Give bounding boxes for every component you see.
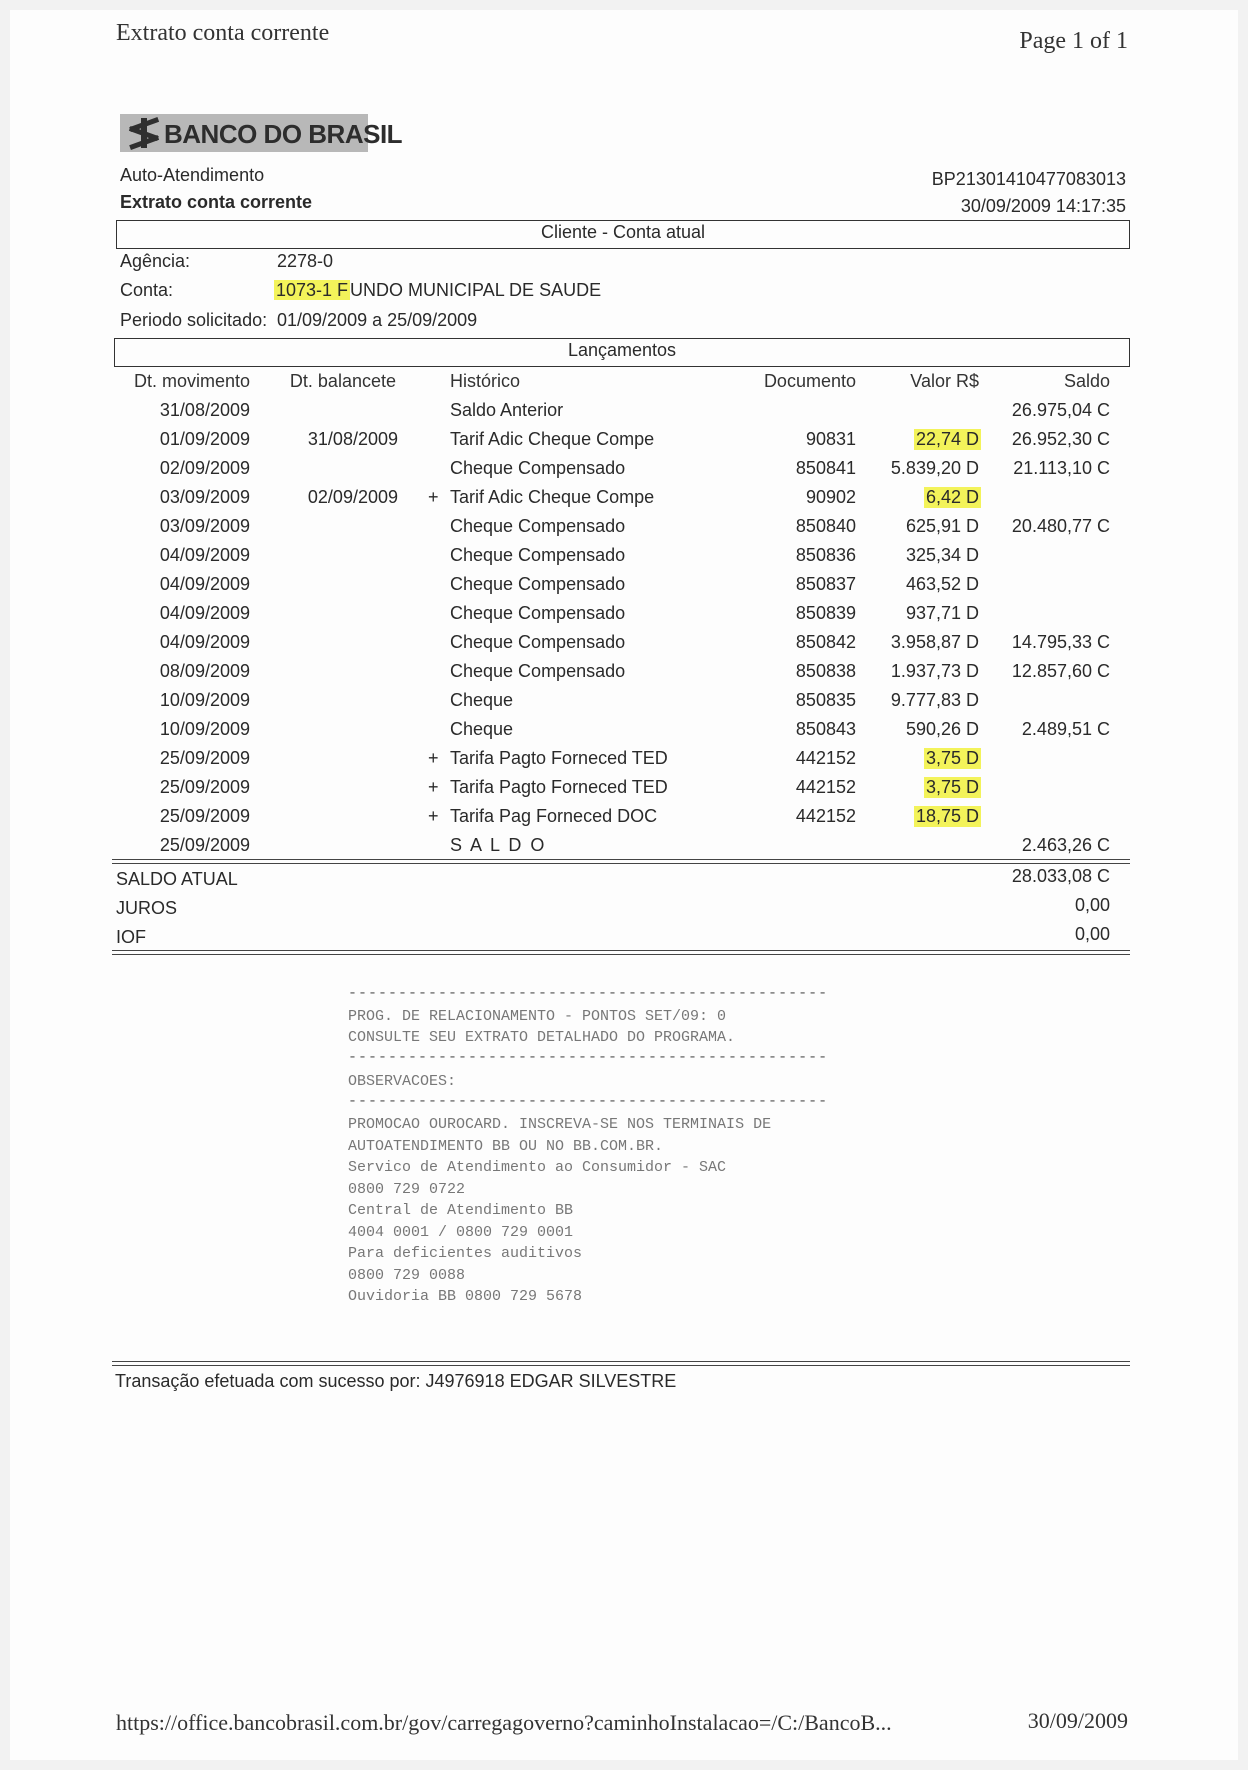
juros-value: 0,00: [1074, 895, 1110, 915]
lancamentos-box: [114, 338, 1130, 367]
cell-valor: 463,52 D: [905, 574, 979, 594]
cell-valor: 325,34 D: [905, 545, 979, 565]
cell-documento: 90831: [805, 429, 856, 449]
dash-rule: ------------------------------------------------: [348, 985, 829, 1002]
table-row: [0, 748, 1248, 777]
doc-title: Extrato conta corrente: [116, 20, 330, 46]
cell-documento: 850839: [795, 603, 856, 623]
cell-documento: 442152: [795, 777, 856, 797]
document-datetime: 30/09/2009 14:17:35: [960, 196, 1126, 216]
source-url: https://office.bancobrasil.com.br/gov/carregagoverno?caminhoInstalacao=/C:/BancoB...: [116, 1710, 892, 1735]
cell-valor: 937,71 D: [905, 603, 979, 623]
cell-dt-balancete: 31/08/2009: [307, 429, 398, 449]
col-valor: Valor R$: [910, 371, 979, 391]
cell-valor: 6,42 D: [925, 487, 979, 507]
cell-dt-movimento: 25/09/2009: [159, 806, 250, 826]
cell-dt-movimento: 04/09/2009: [159, 574, 250, 594]
col-saldo: Saldo: [1063, 371, 1110, 391]
cell-valor: 590,26 D: [905, 719, 979, 739]
conta-value: [274, 280, 601, 301]
cell-documento: 90902: [805, 487, 856, 507]
table-row: [0, 487, 1248, 516]
cell-dt-movimento: 02/09/2009: [159, 458, 250, 478]
cell-valor: 1.937,73 D: [890, 661, 979, 681]
cell-historico: Tarifa Pag Forneced DOC: [450, 806, 658, 826]
observacao-line: PROMOCAO OUROCARD. INSCREVA-SE NOS TERMINAIS DE: [348, 1116, 772, 1133]
cell-plus-marker: +: [428, 777, 439, 797]
observacao-line: 4004 0001 / 0800 729 0001: [348, 1223, 574, 1241]
cell-dt-movimento: 25/09/2009: [159, 835, 250, 855]
cell-dt-movimento: 01/09/2009: [159, 429, 250, 449]
cell-valor: 3.958,87 D: [890, 632, 979, 652]
table-header: [0, 371, 1248, 400]
conta-label: Conta:: [120, 280, 174, 300]
cell-historico: S A L D O: [450, 835, 547, 855]
cell-historico: Cheque Compensado: [450, 574, 626, 594]
cell-valor: 22,74 D: [915, 429, 979, 449]
saldo-atual-label: SALDO ATUAL: [116, 869, 238, 889]
cell-valor: 18,75 D: [915, 806, 979, 826]
cell-historico: Cheque Compensado: [450, 458, 626, 478]
observacao-line: Central de Atendimento BB: [348, 1202, 574, 1219]
cliente-box: [116, 220, 1130, 249]
cell-saldo: 14.795,33 C: [1011, 632, 1110, 652]
cell-saldo: 26.975,04 C: [1011, 400, 1110, 420]
cell-dt-movimento: 04/09/2009: [159, 632, 250, 652]
cell-documento: 850842: [795, 632, 856, 652]
cell-plus-marker: +: [428, 806, 439, 826]
observacao-line: Para deficientes auditivos: [348, 1245, 583, 1262]
observacao-line: 0800 729 0088: [348, 1266, 466, 1284]
cell-documento: 442152: [795, 748, 856, 768]
table-row: [0, 429, 1248, 458]
cell-saldo: 12.857,60 C: [1011, 661, 1110, 681]
table-row: [0, 545, 1248, 574]
cell-dt-movimento: 10/09/2009: [159, 690, 250, 710]
observacao-line: Ouvidoria BB 0800 729 5678: [348, 1288, 583, 1305]
cell-historico: Cheque Compensado: [450, 516, 626, 536]
table-row: [0, 400, 1248, 429]
cell-valor: 625,91 D: [905, 516, 979, 536]
conta-number: 1073-1 F: [276, 280, 349, 300]
table-row: [0, 690, 1248, 719]
cell-valor: 3,75 D: [925, 777, 979, 797]
transacao-text: Transação efetuada com sucesso por: J4976918 EDGAR SILVESTRE: [115, 1371, 677, 1391]
cell-saldo: 2.489,51 C: [1021, 719, 1110, 739]
cell-documento: 850843: [795, 719, 856, 739]
bb-logo-icon: [126, 116, 162, 150]
cell-saldo: 21.113,10 C: [1013, 458, 1110, 478]
footer-rule: [112, 1361, 1130, 1366]
table-row: [0, 632, 1248, 661]
footer-date: 30/09/2009: [1027, 1708, 1128, 1733]
cell-documento: 850837: [795, 574, 856, 594]
subtitle-extrato: Extrato conta corrente: [120, 192, 313, 212]
dash-rule: ------------------------------------------------: [348, 1093, 829, 1110]
cell-dt-movimento: 04/09/2009: [159, 603, 250, 623]
table-row: [0, 458, 1248, 487]
cell-dt-movimento: 10/09/2009: [159, 719, 250, 739]
cell-documento: 850841: [795, 458, 856, 478]
cell-valor: 9.777,83 D: [890, 690, 979, 710]
col-dt-movimento: Dt. movimento: [133, 371, 250, 391]
observacoes-label: OBSERVACOES:: [348, 1073, 457, 1090]
cell-historico: Tarif Adic Cheque Compe: [450, 429, 655, 449]
cell-historico: Cheque: [450, 719, 514, 739]
cell-historico: Cheque Compensado: [450, 632, 626, 652]
page-indicator: Page 1 of 1: [1019, 28, 1128, 54]
cell-documento: 850838: [795, 661, 856, 681]
prog-line-2: CONSULTE SEU EXTRATO DETALHADO DO PROGRAMA.: [348, 1029, 736, 1046]
saldo-atual-value: 28.033,08 C: [1011, 866, 1110, 886]
table-row: [0, 574, 1248, 603]
cell-dt-movimento: 25/09/2009: [159, 748, 250, 768]
cell-historico: Tarifa Pagto Forneced TED: [450, 748, 668, 768]
cell-dt-balancete: 02/09/2009: [307, 487, 398, 507]
cell-dt-movimento: 08/09/2009: [159, 661, 250, 681]
periodo-label: Periodo solicitado:: [120, 310, 268, 330]
cell-plus-marker: +: [428, 748, 439, 768]
cell-dt-movimento: 04/09/2009: [159, 545, 250, 565]
cell-historico: Cheque Compensado: [450, 545, 626, 565]
conta-name: UNDO MUNICIPAL DE SAUDE: [350, 280, 602, 300]
cell-saldo: 26.952,30 C: [1011, 429, 1110, 449]
cell-dt-movimento: 03/09/2009: [159, 516, 250, 536]
iof-label: IOF: [116, 927, 146, 947]
dash-rule: ------------------------------------------------: [348, 1049, 829, 1066]
cliente-box-title: Cliente - Conta atual: [540, 222, 706, 242]
cell-historico: Cheque: [450, 690, 514, 710]
table-bottom-rule: [112, 859, 1130, 864]
col-documento: Documento: [763, 371, 856, 391]
subtitle-auto-atendimento: Auto-Atendimento: [120, 165, 265, 185]
cell-historico: Tarif Adic Cheque Compe: [450, 487, 655, 507]
cell-historico: Tarifa Pagto Forneced TED: [450, 777, 668, 797]
agencia-value: 2278-0: [277, 251, 334, 271]
cell-documento: 442152: [795, 806, 856, 826]
table-row: [0, 516, 1248, 545]
juros-label: JUROS: [116, 898, 178, 918]
prog-line-1: PROG. DE RELACIONAMENTO - PONTOS SET/09: 0: [348, 1008, 727, 1025]
bank-name: BANCO DO BRASIL: [164, 119, 403, 149]
cell-dt-movimento: 25/09/2009: [159, 777, 250, 797]
cell-valor: 5.839,20 D: [890, 458, 979, 478]
agencia-label: Agência:: [120, 251, 191, 271]
cell-historico: Saldo Anterior: [450, 400, 564, 420]
observacao-line: 0800 729 0722: [348, 1180, 466, 1198]
totals-bottom-rule: [112, 950, 1130, 955]
table-row: [0, 661, 1248, 690]
cell-saldo: 20.480,77 C: [1011, 516, 1110, 536]
table-row: [0, 603, 1248, 632]
observacao-line: AUTOATENDIMENTO BB OU NO BB.COM.BR.: [348, 1137, 664, 1155]
cell-documento: 850836: [795, 545, 856, 565]
cell-dt-movimento: 03/09/2009: [159, 487, 250, 507]
cell-plus-marker: +: [428, 487, 439, 507]
bank-logo: [120, 114, 403, 152]
cell-historico: Cheque Compensado: [450, 661, 626, 681]
col-dt-balancete: Dt. balancete: [289, 371, 396, 391]
col-historico: Histórico: [450, 371, 521, 391]
cell-valor: 3,75 D: [925, 748, 979, 768]
cell-saldo: 2.463,26 C: [1021, 835, 1110, 855]
cell-documento: 850840: [795, 516, 856, 536]
iof-value: 0,00: [1074, 924, 1110, 944]
cell-documento: 850835: [795, 690, 856, 710]
table-row: [0, 777, 1248, 806]
periodo-value: 01/09/2009 a 25/09/2009: [277, 310, 478, 330]
lancamentos-box-title: Lançamentos: [567, 340, 677, 360]
table-row: [0, 806, 1248, 835]
observacao-line: Servico de Atendimento ao Consumidor - SAC: [348, 1159, 727, 1176]
cell-historico: Cheque Compensado: [450, 603, 626, 623]
table-row: [0, 719, 1248, 748]
cell-dt-movimento: 31/08/2009: [159, 400, 250, 420]
document-code: BP21301410477083013: [931, 169, 1126, 189]
